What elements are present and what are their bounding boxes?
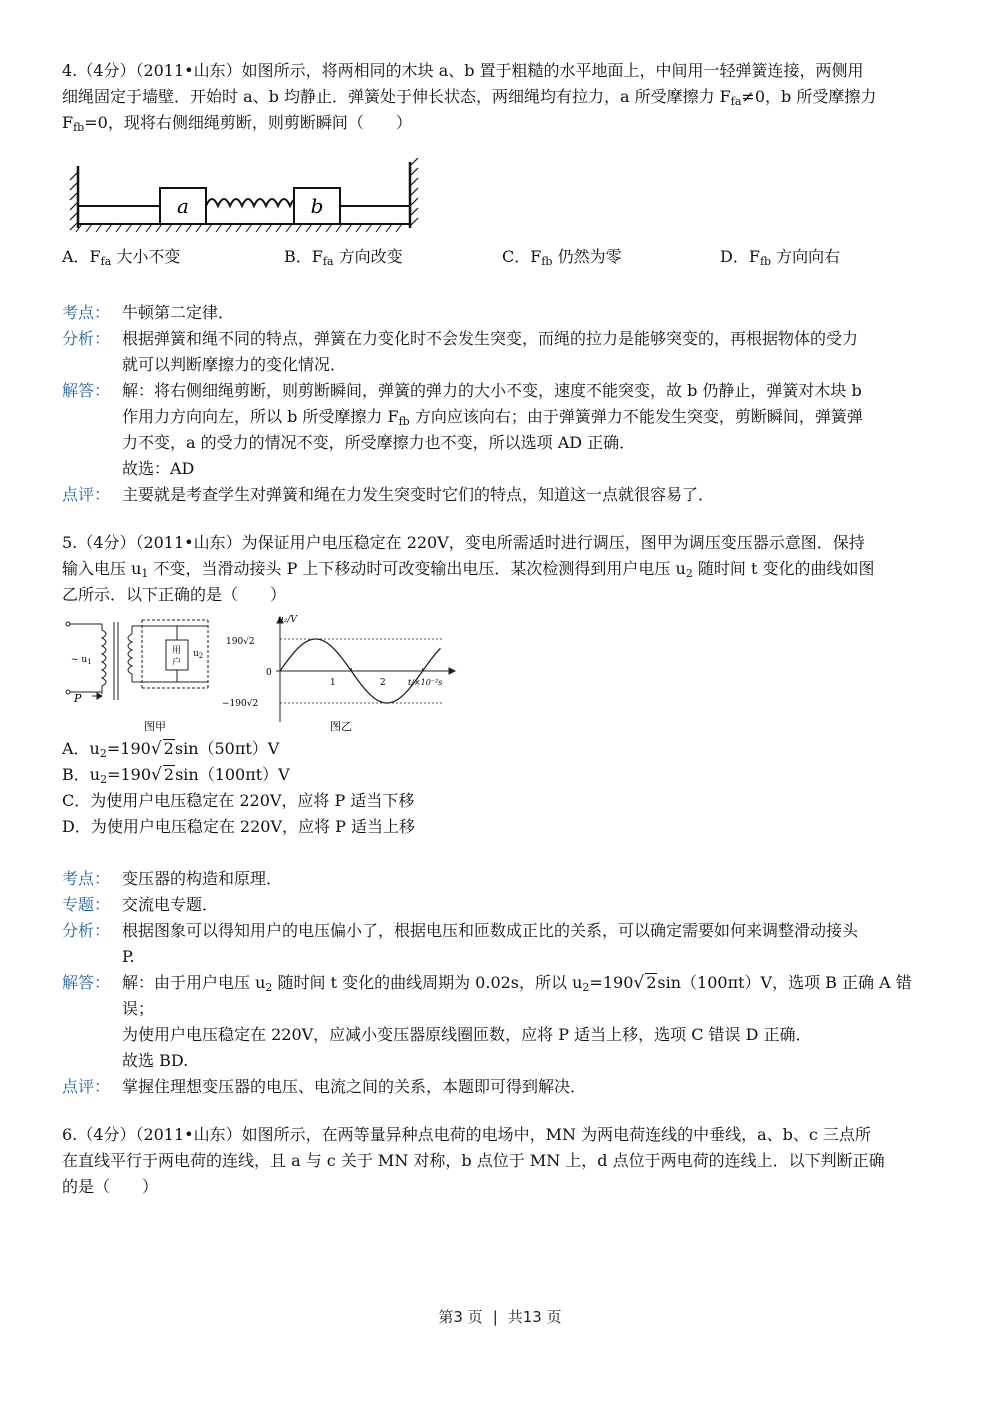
figure-yi-voltage-chart [222, 614, 462, 734]
caption-jia: 图甲 [144, 720, 166, 733]
q4-line-1: 4.（4分）（2011•山东）如图所示，将两相同的木块 a、b 置于粗糙的水平地面上，中间用一轻弹簧连接，两侧用 [62, 61, 864, 80]
q4-dianping: 点评： 主要就是考查学生对弹簧和绳在力发生突变时它们的特点，知道这一点就很容易了． [62, 485, 715, 504]
q4-option-a[interactable]: A．$F_{fa}$ 大小不变 [62, 247, 181, 268]
svg-text:户: 户 [172, 658, 182, 668]
q4-jieda: 解答： 解：将右侧细绳剪断，则剪断瞬间，弹簧的弹力的大小不变，速度不能突变，故 b 仍静止，弹簧对木块 b 作用力方向向左，所以 b 所受摩擦力 $F_{fb}$ 方向应该向右；由于弹簧弹力不能发生突变，剪断瞬间，弹簧弹 力不变，a 的受力的情况不变，所受摩擦力也不变，所以选项 AD 正确． 故选：AD [62, 381, 863, 478]
q4-figure-blocks-spring [68, 158, 428, 238]
q4-kaodian: 考点： 牛顿第二定律． [62, 303, 235, 322]
q5-figures [62, 614, 942, 734]
q5-zhuanti: 专题： 交流电专题． [62, 895, 219, 914]
q4-option-b[interactable]: B．$F_{fa}$ 方向改变 [284, 247, 403, 268]
q6-line-3: 的是（ ） [62, 1177, 159, 1196]
block-b-label: b [310, 194, 324, 218]
page-number: 第3 页 [438, 1308, 483, 1326]
svg-text:用: 用 [172, 646, 182, 656]
yi-tick-1: 1 [330, 678, 336, 688]
q5-line-3: 乙所示．以下正确的是（ ） [62, 585, 287, 604]
q4-options [62, 244, 942, 272]
q4-fenxi: 分析： 根据弹簧和绳不同的特点，弹簧在力变化时不会发生突变，而绳的拉力是能够突变的，再根据物体的受力 就可以判断摩擦力的变化情况． [62, 329, 859, 374]
page-content [62, 58, 942, 1200]
question-6 [62, 1122, 942, 1200]
q4-analysis [62, 300, 942, 508]
yi-tick-2: 2 [380, 678, 386, 688]
q6-line-1: 6.（4分）（2011•山东）如图所示，在两等量异种点电荷的电场中，MN 为两电荷连线的中垂线，a、b、c 三点所 [62, 1125, 871, 1144]
q5-option-c[interactable]: C．为使用户电压稳定在 220V，应将 P 适当下移 [62, 791, 415, 810]
q5-option-a[interactable]: A．$u_2=190√$ 2sin（50πt）V [62, 739, 280, 760]
q5-jieda: 解答： 解：由于用户电压 $u_2$ 随时间 t 变化的曲线周期为 0.02s，所以 $u_2=190√$ 2sin（100πt）V，选项 B 正确 A 错 误； 为使用户电压稳定在 220V，应减小变压器原线圈匝数，应将 P 适当上移，选项 C 错误 D 正确． 故选 BD. [62, 973, 912, 1070]
q5-line-1: 5.（4分）（2011•山东）为保证用户电压稳定在 220V，变电所需适时进行调压，图甲为调压变压器示意图．保持 [62, 533, 865, 552]
q6-line-2: 在直线平行于两电荷的连线，且 a 与 c 关于 MN 对称，b 点位于 MN 上，d 点位于两电荷的连线上．以下判断正确 [62, 1151, 885, 1170]
yi-zero-label: 0 [266, 668, 272, 678]
spring [206, 199, 302, 206]
yi-ymin-label: −190√2 [222, 699, 259, 709]
q4-line-2: 细绳固定于墙壁．开始时 a、b 均静止．弹簧处于伸长状态，两细绳均有拉力，a 所受摩擦力 $F_{fa}\ne 0$，b 所受摩擦力 [62, 87, 877, 108]
q5-option-d[interactable]: D．为使用户电压稳定在 220V，应将 P 适当上移 [62, 817, 415, 836]
p-label: P [74, 692, 82, 705]
page-total: 共13 页 [507, 1308, 562, 1326]
yi-x-arrow [449, 668, 455, 674]
q5-analysis [62, 866, 942, 1100]
yi-ylabel: u₂/V [278, 615, 297, 625]
question-4 [62, 58, 942, 508]
q5-dianping: 点评： 掌握住理想变压器的电压、电流之间的关系，本题即可得到解决． [62, 1077, 587, 1096]
page-footer: 第3 页 | 共13 页 [438, 1308, 562, 1326]
yi-xlabel: t/×10⁻²s [408, 678, 443, 687]
q4-option-d[interactable]: D．$F_{fb}$ 方向向右 [720, 247, 841, 268]
q5-line-2: 输入电压 $u_1$ 不变，当滑动接头 P 上下移动时可改变输出电压．某次检测得到用户电压 $u_2$ 随时间 t 变化的曲线如图 [62, 559, 875, 580]
block-a-label: a [177, 194, 189, 218]
svg-text:~ u1: ~ $u_1$ [71, 655, 92, 666]
q5-fenxi: 分析： 根据图象可以得知用户的电压偏小了，根据电压和匝数成正比的关系，可以确定需要如何来调整滑动接头 P. [62, 921, 859, 966]
q4-line-3: $F_{fb}=0$，现将右侧细绳剪断，则剪断瞬间（ ） [62, 113, 412, 134]
q4-option-c[interactable]: C．$F_{fb}$ 仍然为零 [502, 247, 622, 268]
figure-jia-transformer [62, 614, 212, 734]
q5-option-b[interactable]: B．$u_2=190√$ 2sin（100πt）V [62, 765, 290, 786]
caption-yi: 图乙 [330, 720, 352, 733]
q5-options [62, 736, 942, 840]
svg-text:u2: $u_2$ [193, 649, 204, 660]
yi-ymax-label: 190√2 [226, 637, 255, 647]
question-5 [62, 530, 942, 1100]
q5-kaodian: 考点： 变压器的构造和原理． [62, 869, 283, 888]
